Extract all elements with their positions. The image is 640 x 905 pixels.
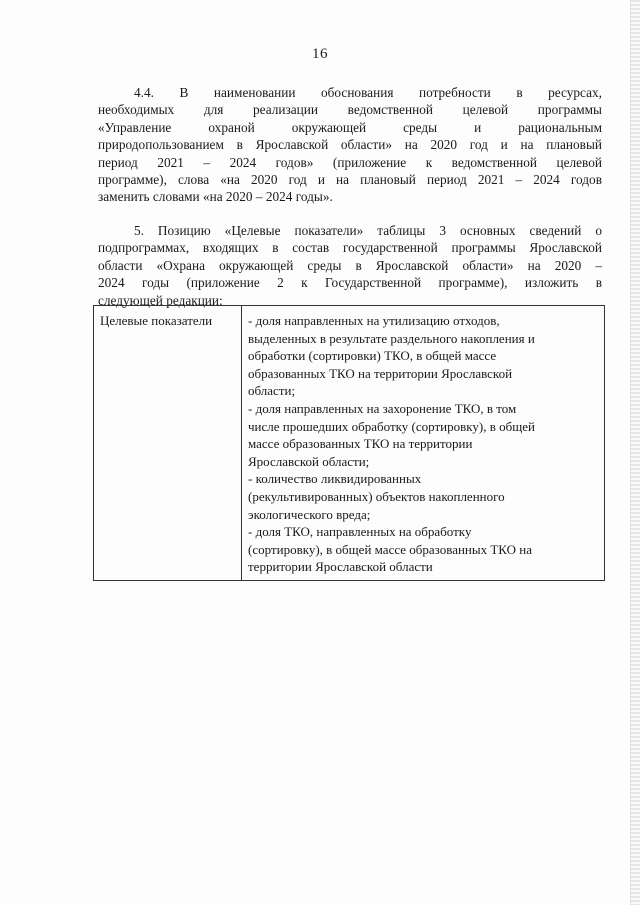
paragraph-line: 4.4. В наименовании обоснования потребности в ресурсах, bbox=[134, 85, 602, 100]
indicator-line: числе прошедших обработку (сортировку), в общей bbox=[248, 418, 535, 434]
paragraph-line: необходимых для реализации ведомственной целевой программы bbox=[98, 102, 602, 118]
indicator-line: массе образованных ТКО на территории bbox=[248, 436, 473, 452]
page-number: 16 bbox=[312, 46, 328, 62]
indicator-line: Ярославской области; bbox=[248, 453, 370, 469]
paragraph-5 bbox=[98, 222, 602, 309]
indicator-line: - доля ТКО, направленных на обработку bbox=[248, 524, 472, 540]
indicator-line: - доля направленных на утилизацию отходов, bbox=[248, 313, 500, 328]
indicator-line: (сортировку), в общей массе образованных ТКО на bbox=[248, 541, 533, 557]
indicator-line: области; bbox=[248, 383, 296, 399]
paragraph-line: программе), слова «на 2020 год и на плановый период 2021 – 2024 годов bbox=[98, 172, 602, 188]
indicator-line: образованных ТКО на территории Ярославской bbox=[248, 365, 513, 381]
paragraph-line: природопользованием в Ярославской области» на 2020 год и на плановый bbox=[98, 137, 602, 153]
scan-edge-strip bbox=[630, 0, 640, 905]
table-label-cell: Целевые показатели bbox=[94, 306, 242, 581]
paragraph-line: 5. Позицию «Целевые показатели» таблицы 3 основных сведений о bbox=[134, 223, 602, 238]
indicator-line: - количество ликвидированных bbox=[248, 471, 422, 487]
indicator-line: экологического вреда; bbox=[248, 506, 371, 522]
paragraph-line: подпрограммах, входящих в состав государственной программы Ярославской bbox=[98, 240, 602, 256]
paragraph-line: следующей редакции: bbox=[98, 292, 223, 308]
indicator-line: обработки (сортировки) ТКО, в общей массе bbox=[248, 348, 497, 364]
paragraph-line: 2024 годы (приложение 2 к Государственной программе), изложить в bbox=[98, 275, 602, 291]
paragraph-line: заменить словами «на 2020 – 2024 годы». bbox=[98, 189, 333, 205]
target-indicators-table bbox=[93, 305, 605, 581]
paragraph-4-4 bbox=[98, 84, 602, 206]
table-value-cell bbox=[242, 306, 605, 581]
indicator-line: (рекультивированных) объектов накопленного bbox=[248, 488, 505, 504]
paragraph-line: «Управление охраной окружающей среды и рациональным bbox=[98, 119, 602, 135]
indicator-line: - доля направленных на захоронение ТКО, в том bbox=[248, 400, 517, 416]
indicator-line: территории Ярославской области bbox=[248, 559, 433, 575]
indicator-line: выделенных в результате раздельного накопления и bbox=[248, 330, 535, 346]
paragraph-line: области «Охрана окружающей среды в Ярославской области» на 2020 – bbox=[98, 257, 602, 273]
table-row bbox=[94, 306, 605, 581]
paragraph-line: период 2021 – 2024 годов» (приложение к ведомственной целевой bbox=[98, 154, 602, 170]
